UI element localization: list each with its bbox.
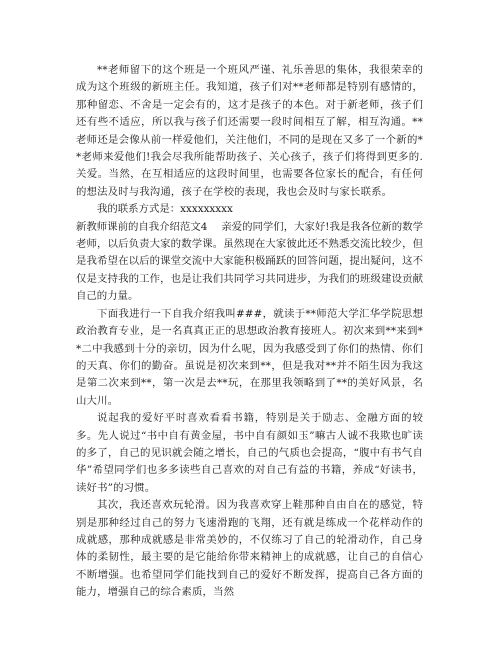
section-opening-text: 亲爱的同学们，大家好!我是我各位新的数学老师，以后负责大家的数学课。虽然现在大家彼此还不熟悉交流比较少，但是我希望在以后的课堂交流中大家能积极踊跃的回答问题，提出疑问，这不仅是支持我的工作，也是让我们共同学习共同进步，为我们的班级建设贡献自己的力量。 [76, 220, 423, 303]
contact-line: 我的联系方式是：xxxxxxxxx [97, 203, 233, 216]
section-heading-line [76, 219, 423, 306]
section-title: 新教师课前的自我介绍范文4 [76, 220, 208, 233]
body-paragraph-hobby-skating: 其次，我还喜欢玩轮滑。因为我喜欢穿上鞋那种自由自在的感觉，特别是那种经过自己的努力飞速滑跑的飞翔，还有就是练成一个花样动作的成就感，那种成就感是非常美妙的，不仅练习了自己的轮滑动作，自己身体的柔韧性，最主要的是它能给你带来精神上的成就感，让自己的自信心不断增强。也希望同学们能找到自己的爱好不断发挥，提高自己各方面的能力，增强自己的综合素质，当然 [76, 499, 423, 599]
document-page [76, 62, 423, 602]
body-paragraph-intro: 下面我进行一下自我介绍我叫###，就读于**师范大学汇华学院思想政治教育专业，是一名真真正正的思想政治教育接班人。初次来到**来到**二中我感到十分的亲切，因为什么呢，因为我感受到了你们的热情、你们的天真、你们的勤奋。虽说是初次来到**，但是我对**并不陌生因为我这是第二次来到**，第一次是去**玩，在那里我领略到了**的美好风景，名山大川。 [76, 307, 423, 407]
body-paragraph-hobby-reading: 说起我的爱好平时喜欢看看书籍，特别是关于励志、金融方面的较多。先人说过“书中自有黄金屋，书中自有颜如玉”嘛古人诚不我欺也旷读的多了，自己的见识就会随之增长，自己的气质也会提高，“腹中有书气自华”希望同学们也多多读些自己喜欢的对自己有益的书籍，养成“好读书，读好书”的习惯。 [76, 412, 423, 494]
body-paragraph-1: **老师留下的这个班是一个班风严谨、礼乐善思的集体，我很荣幸的成为这个班级的新班主任。我知道，孩子们对**老师都是特别有感情的，那种留恋、不舍是一定会有的，这才是孩子的本色。对于新老师，孩子们还有些不适应，所以我与孩子们还需要一段时间相互了解，相互沟通。**老师还是会像从前一样爱他们，关注他们，不同的是现在又多了一个新的**老师来爱他们!我会尽我所能帮助孩子、关心孩子，孩子们将得到更多的. 关爱。当然，在互相适应的这段时间里，也需要各位家长的配合，有任何的想法及时与我沟通，孩子在学校的表现，我也会及时与家长联系。 [76, 64, 423, 198]
